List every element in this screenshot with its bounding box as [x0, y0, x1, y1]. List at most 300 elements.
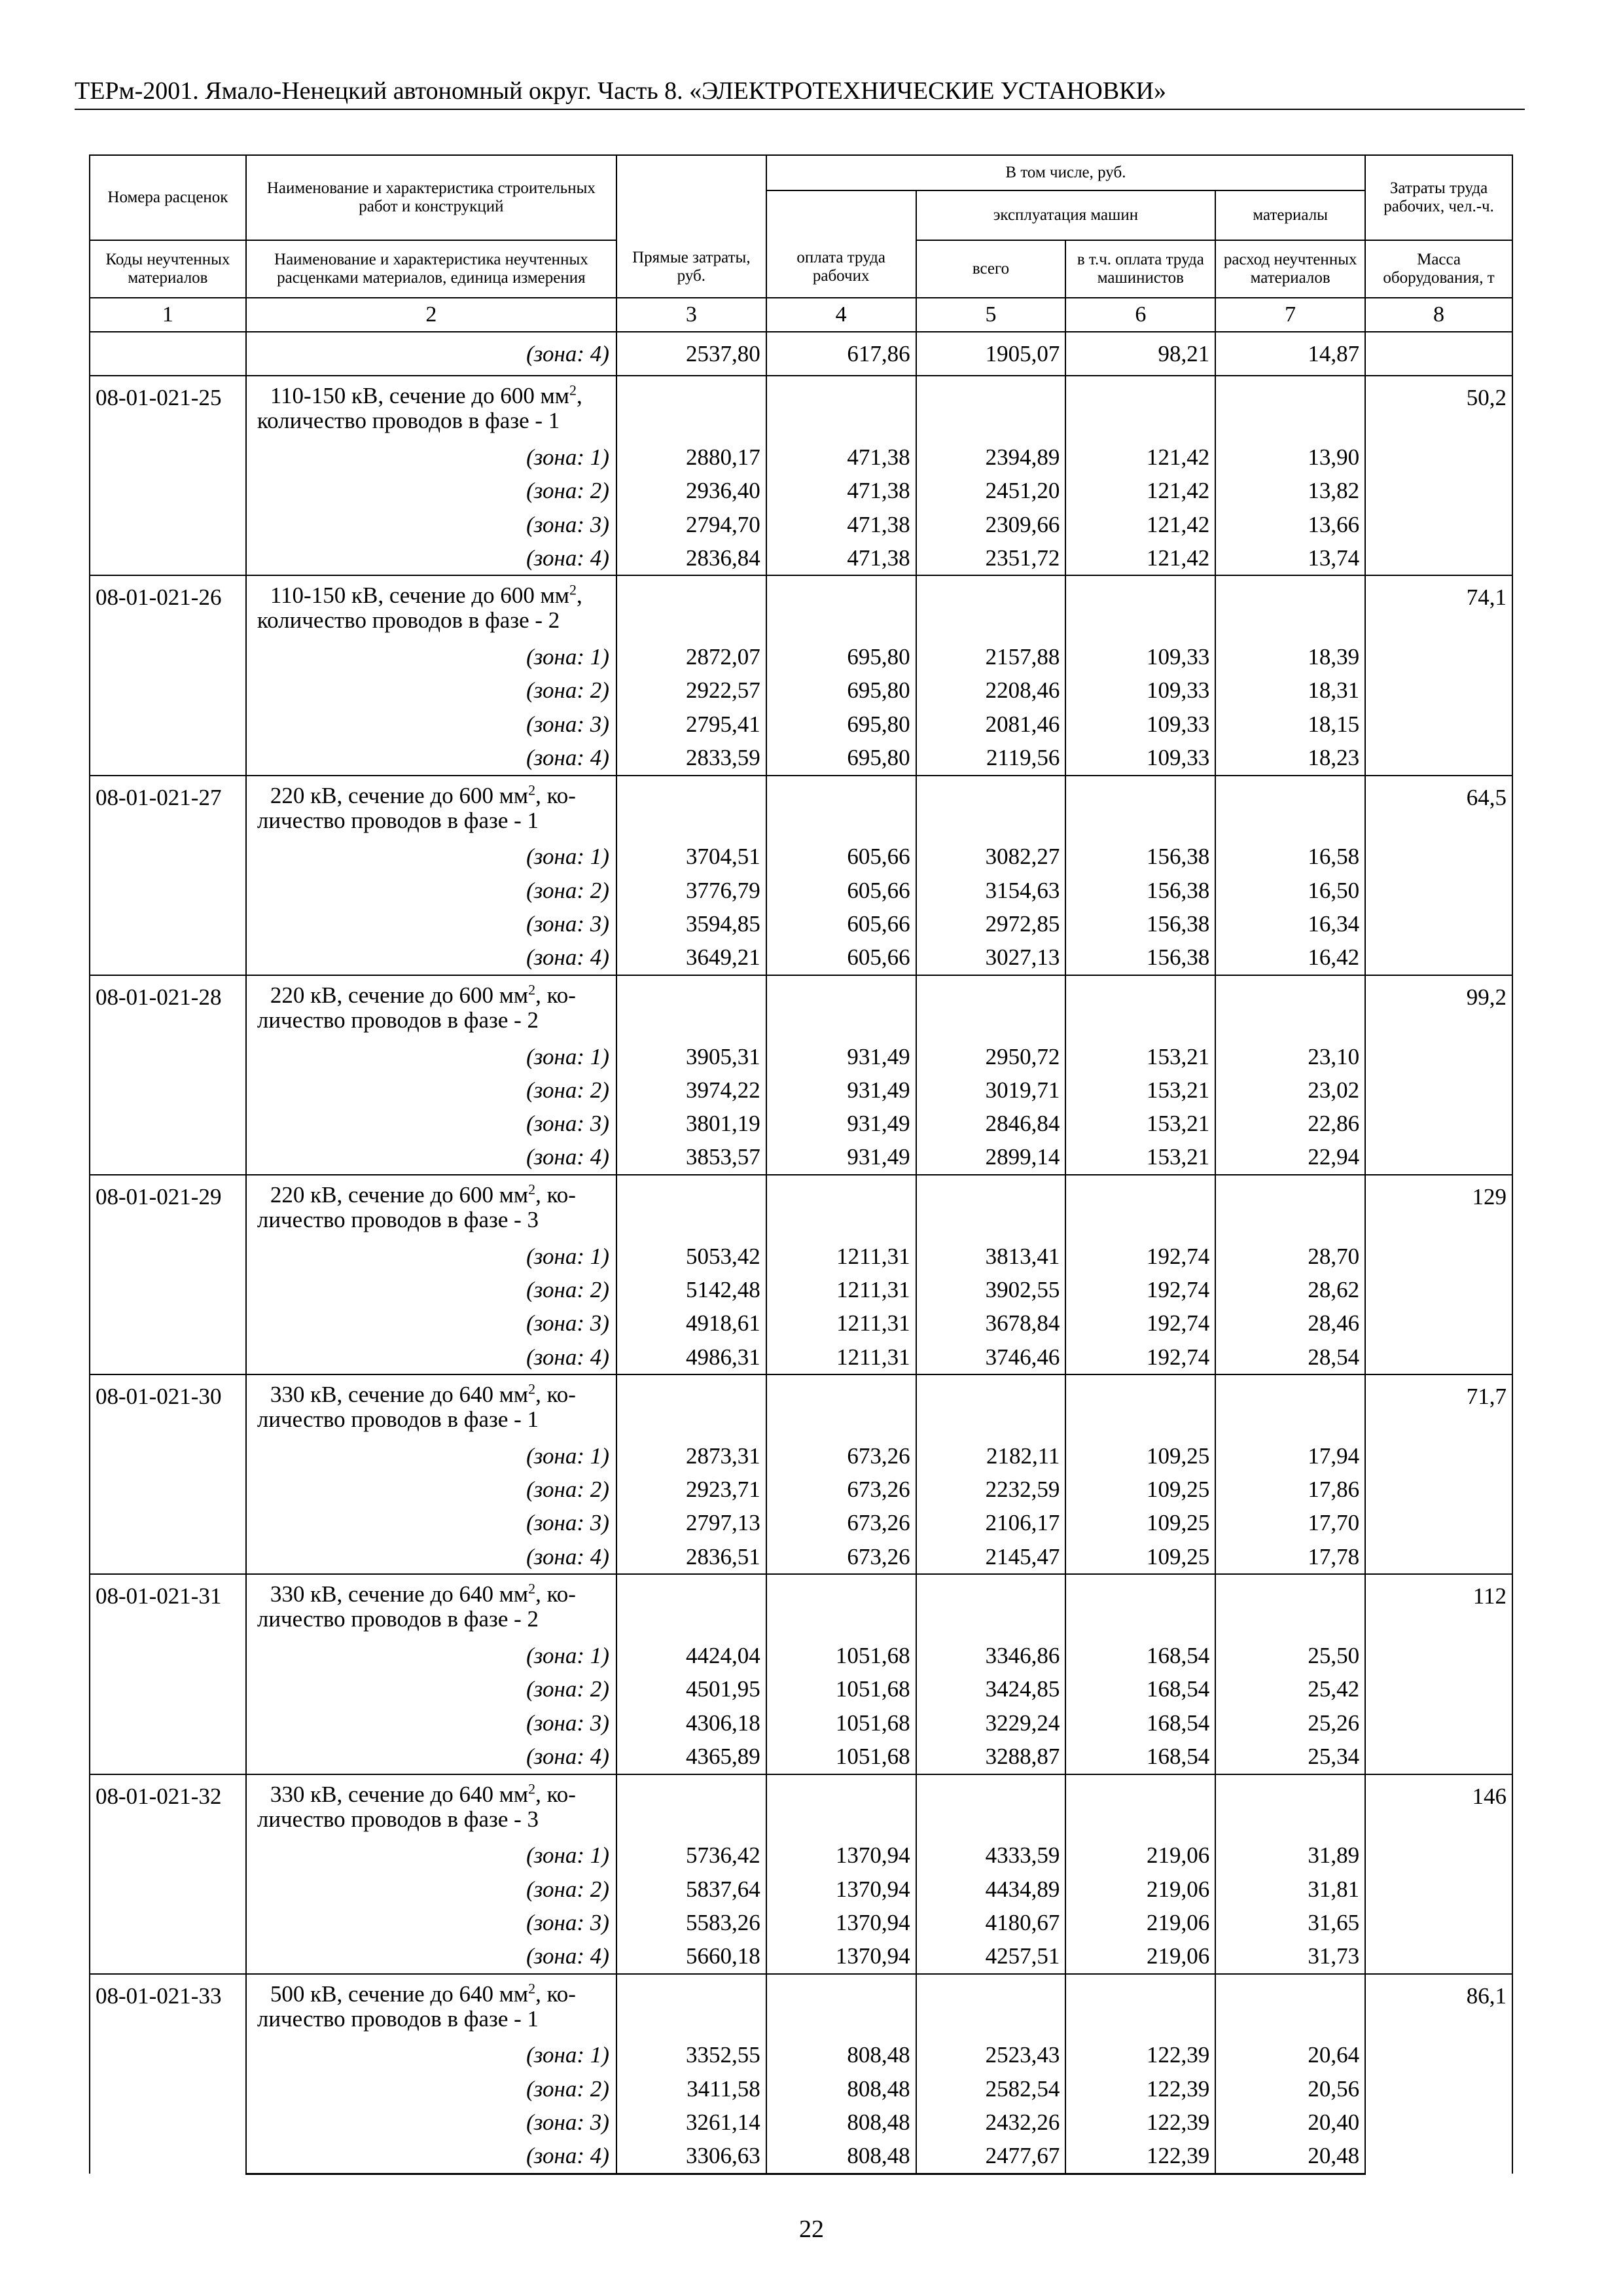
rate-description-line1: 330 кВ, сечение до 640 мм	[270, 1581, 529, 1607]
machinists-pay: 153,21	[1065, 1073, 1215, 1107]
machinists-pay: 121,42	[1065, 475, 1215, 508]
direct-cost: 5660,18	[616, 1940, 766, 1974]
materials-cost: 17,86	[1215, 1473, 1365, 1507]
labor-pay: 931,49	[766, 1073, 916, 1107]
rate-description-line1-tail: , ко-	[535, 782, 576, 808]
zone-label: (зона: 3)	[246, 1107, 616, 1140]
rate-description: 500 кВ, сечение до 640 $мм^2$, ко- личество проводов в фазе - 1	[246, 1974, 616, 2039]
materials-cost: 25,42	[1215, 1673, 1365, 1706]
machines-total: 2432,26	[916, 2106, 1066, 2139]
machines-total: 3019,71	[916, 1073, 1066, 1107]
column-number: 3	[616, 298, 766, 332]
labor-pay: 617,86	[766, 332, 916, 376]
machines-total: 2582,54	[916, 2072, 1066, 2106]
zone-row	[90, 1040, 1512, 1073]
machines-total: 2351,72	[916, 541, 1066, 575]
direct-cost: 5736,42	[616, 1839, 766, 1873]
zone-row	[90, 2072, 1512, 2106]
machinists-pay: 109,25	[1065, 1473, 1215, 1507]
zone-label: (зона: 4)	[246, 1141, 616, 1175]
zone-row	[90, 941, 1512, 975]
labor-pay: 1051,68	[766, 1706, 916, 1740]
zone-row	[90, 1906, 1512, 1939]
machinists-pay: 122,39	[1065, 2039, 1215, 2072]
labor-pay: 1211,31	[766, 1240, 916, 1273]
rate-description-line2: личество проводов в фазе - 2	[257, 1007, 539, 1033]
labor-pay: 1211,31	[766, 1307, 916, 1340]
rate-description: 110-150 кВ, сечение до 600 $мм^2$, количество проводов в фазе - 2	[246, 575, 616, 640]
zone-row	[90, 708, 1512, 741]
direct-cost: 2836,84	[616, 541, 766, 575]
rate-description-line1: 330 кВ, сечение до 640 мм	[270, 1781, 529, 1807]
machines-total: 2394,89	[916, 440, 1066, 474]
machinists-pay: 219,06	[1065, 1940, 1215, 1974]
materials-cost: 17,78	[1215, 1540, 1365, 1574]
zone-label: (зона: 1)	[246, 1839, 616, 1873]
rate-description-line2: личество проводов в фазе - 3	[257, 1806, 539, 1832]
labor-pay: 695,80	[766, 741, 916, 775]
zone-label: (зона: 3)	[246, 1906, 616, 1939]
zone-label: (зона: 3)	[246, 508, 616, 541]
machines-total: 4257,51	[916, 1940, 1066, 1974]
header-labor-pay: оплата труда рабочих	[766, 190, 916, 298]
column-number: 2	[246, 298, 616, 332]
rate-description-line1-tail: , ко-	[535, 1182, 576, 1208]
direct-cost: 3776,79	[616, 874, 766, 907]
rates-table	[89, 154, 1513, 2175]
machines-total: 2145,47	[916, 1540, 1066, 1574]
machines-total: 3288,87	[916, 1740, 1066, 1774]
materials-cost: 16,50	[1215, 874, 1365, 907]
machinists-pay: 109,25	[1065, 1540, 1215, 1574]
labor-pay: 808,48	[766, 2039, 916, 2072]
zone-row	[90, 1873, 1512, 1906]
rate-row	[90, 575, 1512, 640]
materials-cost: 14,87	[1215, 332, 1365, 376]
zone-row	[90, 907, 1512, 941]
rate-description-line2: личество проводов в фазе - 1	[257, 1407, 539, 1433]
labor-pay: 605,66	[766, 941, 916, 975]
machines-total: 2157,88	[916, 640, 1066, 673]
materials-cost: 20,40	[1215, 2106, 1365, 2139]
materials-cost: 17,70	[1215, 1507, 1365, 1540]
direct-cost: 3704,51	[616, 840, 766, 874]
direct-cost: 4365,89	[616, 1740, 766, 1774]
machines-total: 4434,89	[916, 1873, 1066, 1906]
materials-cost: 18,31	[1215, 674, 1365, 708]
direct-cost: 2873,31	[616, 1439, 766, 1473]
rate-code: 08-01-021-29	[90, 1175, 246, 1374]
rate-description-line1-tail: , ко-	[535, 982, 576, 1008]
zone-row	[90, 1439, 1512, 1473]
zone-label: (зона: 3)	[246, 2106, 616, 2139]
direct-cost: 3905,31	[616, 1040, 766, 1073]
rate-row	[90, 376, 1512, 440]
header-code-bottom: Коды неучтенных материалов	[90, 240, 246, 298]
direct-cost: 3352,55	[616, 2039, 766, 2072]
rate-row	[90, 1175, 1512, 1240]
rate-description-line1: 220 кВ, сечение до 600 мм	[270, 1182, 529, 1208]
machines-total: 2119,56	[916, 741, 1066, 775]
rate-description: 220 кВ, сечение до 600 $мм^2$, ко- личество проводов в фазе - 1	[246, 776, 616, 840]
direct-cost: 3649,21	[616, 941, 766, 975]
machines-total: 2950,72	[916, 1040, 1066, 1073]
labor-hours: 64,5	[1365, 776, 1512, 975]
direct-cost: 2795,41	[616, 708, 766, 741]
labor-hours: 112	[1365, 1574, 1512, 1774]
direct-cost: 4986,31	[616, 1340, 766, 1374]
column-number: 8	[1365, 298, 1512, 332]
zone-label: (зона: 1)	[246, 1240, 616, 1273]
labor-pay: 673,26	[766, 1540, 916, 1574]
machinists-pay: 219,06	[1065, 1906, 1215, 1939]
machinists-pay: 156,38	[1065, 874, 1215, 907]
labor-pay: 808,48	[766, 2106, 916, 2139]
rate-description-line2: личество проводов в фазе - 3	[257, 1207, 539, 1233]
header-direct: Прямые затраты, руб.	[616, 155, 766, 298]
labor-hours: 74,1	[1365, 575, 1512, 775]
direct-cost: 4424,04	[616, 1639, 766, 1672]
machines-total: 2081,46	[916, 708, 1066, 741]
machines-total: 4333,59	[916, 1839, 1066, 1873]
zone-label: (зона: 4)	[246, 941, 616, 975]
zone-row	[90, 1706, 1512, 1740]
header-name-top: Наименование и характеристика строительных работ и конструкций	[246, 155, 616, 240]
zone-row	[90, 741, 1512, 775]
labor-pay: 931,49	[766, 1141, 916, 1175]
machinists-pay: 122,39	[1065, 2072, 1215, 2106]
page-header: ТЕРм-2001. Ямало-Ненецкий автономный округ. Часть 8. «ЭЛЕКТРОТЕХНИЧЕСКИЕ УСТАНОВКИ»	[75, 76, 1525, 110]
machinists-pay: 122,39	[1065, 2140, 1215, 2174]
column-number: 7	[1215, 298, 1365, 332]
machinists-pay: 153,21	[1065, 1040, 1215, 1073]
continued-row	[90, 332, 1512, 376]
machinists-pay: 153,21	[1065, 1141, 1215, 1175]
direct-cost: 2872,07	[616, 640, 766, 673]
labor-pay: 931,49	[766, 1040, 916, 1073]
rate-code: 08-01-021-30	[90, 1374, 246, 1574]
zone-row	[90, 1940, 1512, 1974]
direct-cost: 3974,22	[616, 1073, 766, 1107]
direct-cost: 2833,59	[616, 741, 766, 775]
labor-pay: 1211,31	[766, 1340, 916, 1374]
rate-code: 08-01-021-33	[90, 1974, 246, 2174]
machines-total: 2182,11	[916, 1439, 1066, 1473]
labor-pay: 1370,94	[766, 1873, 916, 1906]
rate-code: 08-01-021-28	[90, 975, 246, 1175]
materials-cost: 18,23	[1215, 741, 1365, 775]
materials-cost: 31,81	[1215, 1873, 1365, 1906]
materials-cost: 18,39	[1215, 640, 1365, 673]
materials-cost: 16,34	[1215, 907, 1365, 941]
column-number: 4	[766, 298, 916, 332]
labor-pay: 673,26	[766, 1473, 916, 1507]
rate-code: 08-01-021-32	[90, 1774, 246, 1974]
rate-description-line1: 500 кВ, сечение до 640 мм	[270, 1981, 529, 2007]
direct-cost: 2537,80	[616, 332, 766, 376]
zone-row	[90, 2106, 1512, 2139]
machinists-pay: 156,38	[1065, 907, 1215, 941]
machines-total: 3154,63	[916, 874, 1066, 907]
zone-label: (зона: 4)	[246, 741, 616, 775]
rate-description: 220 кВ, сечение до 600 $мм^2$, ко- личество проводов в фазе - 2	[246, 975, 616, 1040]
zone-label: (зона: 4)	[246, 1740, 616, 1774]
rate-row	[90, 1374, 1512, 1439]
header-machines-labor: в т.ч. оплата труда машинистов	[1065, 240, 1215, 298]
machinists-pay: 109,33	[1065, 741, 1215, 775]
machinists-pay: 122,39	[1065, 2106, 1215, 2139]
direct-cost: 3306,63	[616, 2140, 766, 2174]
column-number: 6	[1065, 298, 1215, 332]
materials-cost: 20,56	[1215, 2072, 1365, 2106]
zone-row	[90, 1240, 1512, 1273]
zone-label: (зона: 3)	[246, 1507, 616, 1540]
zone-label: (зона: 1)	[246, 840, 616, 874]
labor-pay: 471,38	[766, 541, 916, 575]
header-labor-top: Затраты труда рабочих, чел.-ч.	[1365, 155, 1512, 240]
direct-cost: 3853,57	[616, 1141, 766, 1175]
zone-row	[90, 1540, 1512, 1574]
machines-total: 2477,67	[916, 2140, 1066, 2174]
machines-total: 2309,66	[916, 508, 1066, 541]
machines-total: 2232,59	[916, 1473, 1066, 1507]
labor-pay: 695,80	[766, 708, 916, 741]
direct-cost: 5837,64	[616, 1873, 766, 1906]
rate-description-line1: 110-150 кВ, сечение до 600 мм	[270, 583, 569, 609]
machines-total: 3678,84	[916, 1307, 1066, 1340]
labor-pay: 673,26	[766, 1507, 916, 1540]
zone-row	[90, 1673, 1512, 1706]
materials-cost: 25,34	[1215, 1740, 1365, 1774]
direct-cost: 5142,48	[616, 1273, 766, 1306]
direct-cost: 3801,19	[616, 1107, 766, 1140]
zone-row	[90, 1107, 1512, 1140]
zone-label: (зона: 2)	[246, 674, 616, 708]
header-labor-bottom: Масса оборудования, т	[1365, 240, 1512, 298]
zone-label: (зона: 4)	[246, 1940, 616, 1974]
rate-description-line1-tail: , ко-	[535, 1781, 576, 1807]
machines-total: 3902,55	[916, 1273, 1066, 1306]
zone-row	[90, 1740, 1512, 1774]
rate-code: 08-01-021-26	[90, 575, 246, 775]
rate-description-line2: количество проводов в фазе - 2	[257, 607, 560, 634]
labor-pay: 1051,68	[766, 1740, 916, 1774]
materials-cost: 13,82	[1215, 475, 1365, 508]
zone-label: (зона: 2)	[246, 1073, 616, 1107]
zone-label: (зона: 1)	[246, 640, 616, 673]
zone-row	[90, 541, 1512, 575]
zone-label: (зона: 2)	[246, 1873, 616, 1906]
machines-total: 3229,24	[916, 1706, 1066, 1740]
direct-cost: 3411,58	[616, 2072, 766, 2106]
zone-row	[90, 2140, 1512, 2174]
machinists-pay: 156,38	[1065, 840, 1215, 874]
machines-total: 3424,85	[916, 1673, 1066, 1706]
labor-pay: 605,66	[766, 840, 916, 874]
rate-description-line1-tail: , ко-	[535, 1581, 576, 1607]
machinists-pay: 168,54	[1065, 1740, 1215, 1774]
machines-total: 3027,13	[916, 941, 1066, 975]
header-including: В том числе, руб.	[766, 155, 1365, 190]
machinists-pay: 109,33	[1065, 708, 1215, 741]
materials-cost: 23,02	[1215, 1073, 1365, 1107]
direct-cost: 2936,40	[616, 475, 766, 508]
header-code-top: Номера расценок	[90, 155, 246, 240]
labor-pay: 1051,68	[766, 1639, 916, 1672]
machinists-pay: 192,74	[1065, 1273, 1215, 1306]
materials-cost: 28,54	[1215, 1340, 1365, 1374]
machinists-pay: 153,21	[1065, 1107, 1215, 1140]
machinists-pay: 219,06	[1065, 1873, 1215, 1906]
zone-row	[90, 475, 1512, 508]
page-number: 22	[799, 2215, 824, 2243]
header-name-bottom: Наименование и характеристика неучтенных расценками материалов, единица измерения	[246, 240, 616, 298]
rate-description-line1: 220 кВ, сечение до 600 мм	[270, 782, 529, 808]
zone-label: (зона: 3)	[246, 708, 616, 741]
machines-total: 2451,20	[916, 475, 1066, 508]
direct-cost: 5583,26	[616, 1906, 766, 1939]
zone-label: (зона: 3)	[246, 1307, 616, 1340]
machines-total: 3746,46	[916, 1340, 1066, 1374]
machinists-pay: 168,54	[1065, 1706, 1215, 1740]
rate-description-line1-tail: , ко-	[535, 1382, 576, 1408]
machinists-pay: 109,33	[1065, 674, 1215, 708]
materials-cost: 25,26	[1215, 1706, 1365, 1740]
machines-total: 4180,67	[916, 1906, 1066, 1939]
rate-code: 08-01-021-25	[90, 376, 246, 575]
zone-row	[90, 1839, 1512, 1873]
table-body	[90, 332, 1512, 2174]
column-number: 1	[90, 298, 246, 332]
rate-description-line2: личество проводов в фазе - 1	[257, 807, 539, 833]
rate-description: 110-150 кВ, сечение до 600 $мм^2$, количество проводов в фазе - 1	[246, 376, 616, 440]
machines-total: 2899,14	[916, 1141, 1066, 1175]
zone-row	[90, 1141, 1512, 1175]
direct-cost: 3594,85	[616, 907, 766, 941]
labor-hours: 99,2	[1365, 975, 1512, 1175]
direct-cost: 2923,71	[616, 1473, 766, 1507]
machinists-pay: 109,25	[1065, 1507, 1215, 1540]
zone-row	[90, 640, 1512, 673]
labor-hours: 129	[1365, 1175, 1512, 1374]
zone-row	[90, 1639, 1512, 1672]
direct-cost: 4306,18	[616, 1706, 766, 1740]
materials-cost: 22,86	[1215, 1107, 1365, 1140]
machines-total: 3082,27	[916, 840, 1066, 874]
zone-label: (зона: 1)	[246, 1040, 616, 1073]
zone-row	[90, 1340, 1512, 1374]
rate-row	[90, 1774, 1512, 1839]
machines-total: 2972,85	[916, 907, 1066, 941]
machinists-pay: 109,33	[1065, 640, 1215, 673]
rate-code: 08-01-021-27	[90, 776, 246, 975]
rate-description-line1: 330 кВ, сечение до 640 мм	[270, 1382, 529, 1408]
zone-row	[90, 1073, 1512, 1107]
materials-cost: 28,46	[1215, 1307, 1365, 1340]
zone-row	[90, 1273, 1512, 1306]
labor-pay: 471,38	[766, 440, 916, 474]
header-machines: эксплуатация машин	[916, 190, 1216, 240]
zone-row	[90, 1307, 1512, 1340]
labor-pay: 1211,31	[766, 1273, 916, 1306]
labor-pay: 695,80	[766, 640, 916, 673]
zone-row	[90, 440, 1512, 474]
zone-row	[90, 2039, 1512, 2072]
materials-cost: 23,10	[1215, 1040, 1365, 1073]
materials-cost: 13,66	[1215, 508, 1365, 541]
materials-cost: 16,42	[1215, 941, 1365, 975]
direct-cost: 4918,61	[616, 1307, 766, 1340]
direct-cost: 2922,57	[616, 674, 766, 708]
rate-code: 08-01-021-31	[90, 1574, 246, 1774]
materials-cost: 20,64	[1215, 2039, 1365, 2072]
machines-total: 2523,43	[916, 2039, 1066, 2072]
header-materials: материалы	[1215, 190, 1365, 240]
rate-description-line1: 220 кВ, сечение до 600 мм	[270, 982, 529, 1008]
zone-label: (зона: 3)	[246, 1706, 616, 1740]
labor-pay: 673,26	[766, 1439, 916, 1473]
machines-total: 3813,41	[916, 1240, 1066, 1273]
labor-pay: 931,49	[766, 1107, 916, 1140]
machinists-pay: 98,21	[1065, 332, 1215, 376]
column-numbers-row	[90, 298, 1512, 332]
machines-total: 1905,07	[916, 332, 1066, 376]
materials-cost: 13,74	[1215, 541, 1365, 575]
zone-label: (зона: 3)	[246, 907, 616, 941]
table-header	[90, 155, 1512, 332]
machinists-pay: 192,74	[1065, 1240, 1215, 1273]
labor-pay: 1051,68	[766, 1673, 916, 1706]
column-number: 5	[916, 298, 1066, 332]
labor-pay: 1370,94	[766, 1839, 916, 1873]
machinists-pay: 121,42	[1065, 541, 1215, 575]
rate-description: 220 кВ, сечение до 600 $мм^2$, ко- личество проводов в фазе - 3	[246, 1175, 616, 1240]
labor-pay: 471,38	[766, 508, 916, 541]
zone-label: (зона: 2)	[246, 2072, 616, 2106]
rate-row	[90, 1974, 1512, 2039]
rate-description-line1-tail: , ко-	[535, 1981, 576, 2007]
direct-cost: 2794,70	[616, 508, 766, 541]
zone-label: (зона: 4)	[246, 1340, 616, 1374]
machines-total: 2846,84	[916, 1107, 1066, 1140]
direct-cost: 4501,95	[616, 1673, 766, 1706]
machinists-pay: 121,42	[1065, 440, 1215, 474]
machinists-pay: 121,42	[1065, 508, 1215, 541]
zone-label: (зона: 2)	[246, 874, 616, 907]
rate-description: 330 кВ, сечение до 640 $мм^2$, ко- личество проводов в фазе - 2	[246, 1574, 616, 1639]
zone-label: (зона: 1)	[246, 440, 616, 474]
materials-cost: 31,65	[1215, 1906, 1365, 1939]
machines-total: 3346,86	[916, 1639, 1066, 1672]
direct-cost: 5053,42	[616, 1240, 766, 1273]
machinists-pay: 109,25	[1065, 1439, 1215, 1473]
rate-description: 330 кВ, сечение до 640 $мм^2$, ко- личество проводов в фазе - 3	[246, 1774, 616, 1839]
rate-description-line2: личество проводов в фазе - 2	[257, 1606, 539, 1632]
machinists-pay: 168,54	[1065, 1673, 1215, 1706]
rate-row	[90, 975, 1512, 1040]
labor-pay: 605,66	[766, 874, 916, 907]
zone-label: (зона: 2)	[246, 1473, 616, 1507]
rate-description: 330 кВ, сечение до 640 $мм^2$, ко- личество проводов в фазе - 1	[246, 1374, 616, 1439]
zone-label: (зона: 4)	[246, 2140, 616, 2174]
rate-description-line1-tail: ,	[576, 383, 582, 409]
materials-cost: 22,94	[1215, 1141, 1365, 1175]
labor-hours: 50,2	[1365, 376, 1512, 575]
zone-row	[90, 508, 1512, 541]
materials-cost: 28,70	[1215, 1240, 1365, 1273]
materials-cost: 25,50	[1215, 1639, 1365, 1672]
materials-cost: 31,73	[1215, 1940, 1365, 1974]
